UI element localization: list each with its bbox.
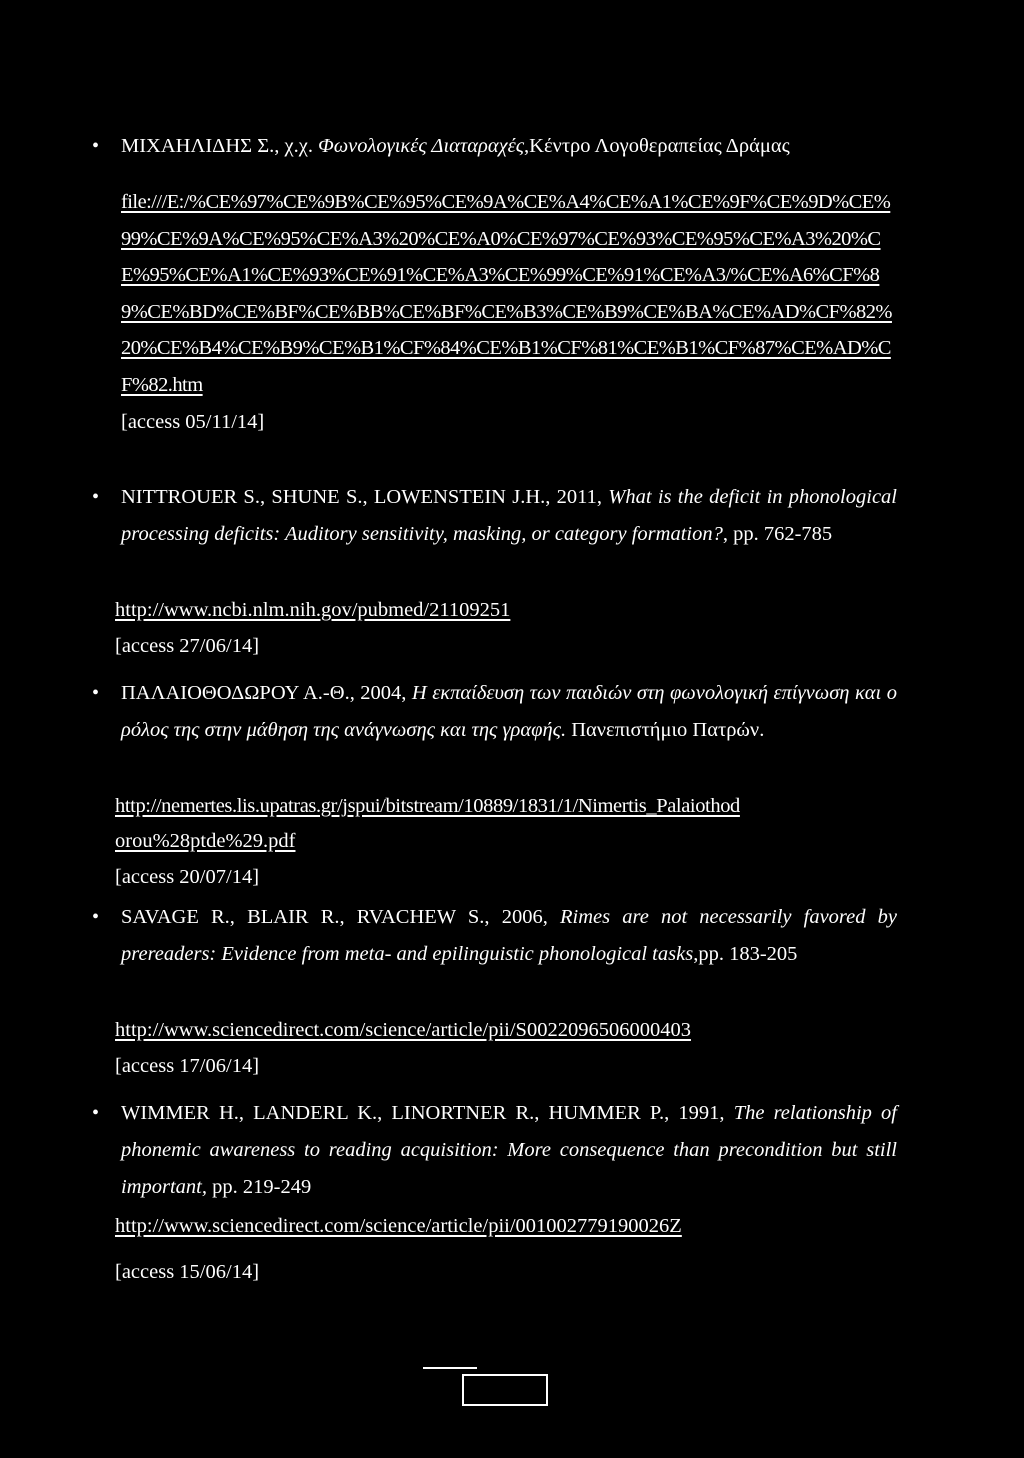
page-number-box	[462, 1374, 548, 1406]
reference-citation	[121, 675, 897, 749]
reference-access-date: [access 27/06/14]	[115, 635, 260, 657]
footer-divider	[423, 1367, 477, 1369]
reference-authors: ΠΑΛΑΙΟΘΟΔΩΡΟΥ Α.-Θ., 2004,	[121, 682, 407, 704]
bullet-icon: •	[92, 906, 100, 928]
reference-authors: SAVAGE R., BLAIR R., RVACHEW S., 2006,	[121, 906, 548, 928]
reference-citation	[121, 899, 897, 973]
reference-citation	[121, 479, 897, 553]
reference-item	[92, 899, 897, 1077]
bullet-icon: •	[92, 682, 100, 704]
reference-title: Η εκπαίδευση των παιδιών στη φωνολογική επίγνωση και ο ρόλος της στην μάθηση της ανάγνωσης και της γραφής.	[121, 682, 897, 741]
reference-link[interactable]: http://www.ncbi.nlm.nih.gov/pubmed/21109251	[115, 599, 511, 621]
reference-title: What is the deficit in phonological processing deficits: Auditory sensitivity, masking, or category formation?	[121, 486, 897, 545]
bullet-icon: •	[92, 135, 100, 157]
reference-details: pp. 219-249	[207, 1176, 312, 1198]
bullet-icon: •	[92, 1102, 100, 1124]
reference-access-date: [access 15/06/14]	[115, 1261, 260, 1283]
reference-access-date: [access 17/06/14]	[115, 1055, 260, 1077]
reference-details: , pp. 762-785	[722, 523, 833, 545]
reference-citation	[121, 1095, 897, 1206]
reference-title: The relationship of phonemic awareness to reading acquisition: More consequence than precondition but still important,	[121, 1102, 898, 1198]
reference-item	[92, 675, 897, 888]
reference-access-date: [access 05/11/14]	[121, 410, 265, 433]
reference-link-line-2[interactable]: orou%28ptde%29.pdf	[115, 830, 296, 852]
bullet-icon: •	[92, 486, 100, 508]
reference-details: ,Κέντρο Λογοθεραπείας Δράμας	[524, 135, 790, 157]
reference-details: ,pp. 183-205	[693, 943, 798, 965]
reference-item	[92, 128, 897, 441]
reference-authors: ΜΙΧΑΗΛΙΔΗΣ Σ., χ.χ.	[121, 135, 313, 157]
reference-access-date: [access 20/07/14]	[115, 866, 260, 888]
reference-title: Rimes are not necessarily favored by prereaders: Evidence from meta- and epilinguistic phonological tasks	[121, 906, 897, 965]
reference-title: Φωνολογικές Διαταραχές	[318, 135, 525, 157]
reference-authors: WIMMER H., LANDERL K., LINORTNER R., HUMMER P., 1991,	[121, 1102, 725, 1124]
reference-link[interactable]: http://www.sciencedirect.com/science/article/pii/S0022096506000403	[115, 1019, 691, 1041]
reference-details: Πανεπιστήμιο Πατρών.	[566, 719, 765, 741]
reference-item	[92, 1095, 898, 1283]
reference-citation	[121, 128, 897, 165]
reference-link[interactable]: http://www.sciencedirect.com/science/article/pii/001002779190026Z	[115, 1215, 682, 1237]
reference-authors: NITTROUER S., SHUNE S., LOWENSTEIN J.H., 2011,	[121, 486, 603, 508]
reference-link[interactable]: file:///E:/%CE%97%CE%9B%CE%95%CE%9A%CE%A4%CE%A1%CE%9F%CE%9D%CE%99%CE%9A%CE%95%CE%A3%20%CE%A0%CE%97%CE%93%CE%95%CE%A3%20%CE%95%CE%A1%CE%93%CE%91%CE%A3%CE%99%CE%91%CE%A3/%CE%A6%CF%89%CE%BD%CE%BF%CE%BB%CE%BF%CE%B3%CE%B9%CE%BA%CE%AD%CF%82%20%CE%B4%CE%B9%CE%B1%CF%84%CE%B1%CF%81%CE%B1%CF%87%CE%AD%CF%82.htm	[121, 191, 892, 396]
reference-item	[92, 479, 897, 657]
reference-link-line-1[interactable]: http://nemertes.lis.upatras.gr/jspui/bitstream/10889/1831/1/Nimertis_Palaiothod	[115, 795, 740, 817]
